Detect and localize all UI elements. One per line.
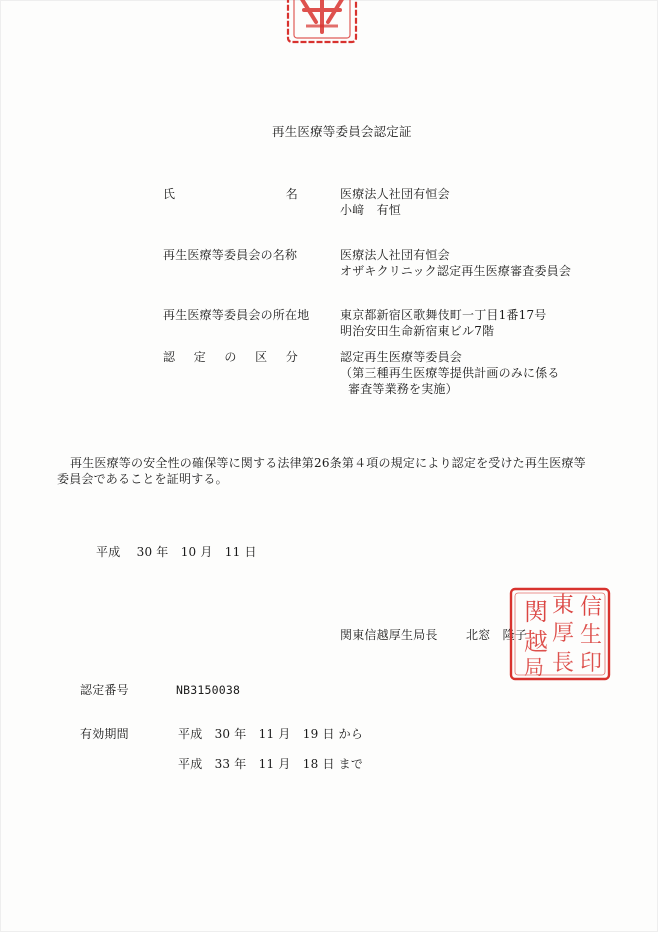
certification-statement-line-1: 再生医療等の安全性の確保等に関する法律第26条第４項の規定により認定を受けた再生医療等: [70, 456, 586, 470]
svg-text:印: 印: [580, 651, 603, 676]
location-value-line-2: 明治安田生命新宿東ビル7階: [340, 324, 495, 338]
category-value-line-1: 認定再生医療等委員会: [340, 350, 463, 364]
validity-from: 平成 30 年 11 月 19 日 から: [178, 727, 364, 741]
official-seal-top: [282, 0, 362, 46]
category-label-char-3: の: [224, 350, 237, 364]
name-label-char-1: 氏: [163, 187, 176, 201]
name-label: [163, 186, 298, 202]
svg-text:東: 東: [552, 593, 575, 618]
svg-text:越: 越: [524, 628, 548, 656]
document-title: 再生医療等委員会認定証: [272, 124, 412, 139]
cert-number-value: NB3150038: [176, 683, 241, 697]
svg-text:信: 信: [580, 595, 603, 620]
cert-number-label: 認定番号: [80, 683, 129, 697]
category-label-char-5: 分: [285, 350, 298, 364]
name-label-char-2: 名: [285, 187, 298, 201]
validity-to: 平成 33 年 11 月 18 日 まで: [178, 757, 364, 771]
committee-name-value-line-1: 医療法人社団有恒会: [340, 248, 450, 262]
svg-text:関: 関: [524, 598, 548, 626]
category-value-line-3: 審査等業務を実施）: [348, 382, 458, 396]
location-value-line-1: 東京都新宿区歌舞伎町一丁目1番17号: [340, 308, 547, 322]
svg-text:長: 長: [552, 651, 575, 676]
certification-statement-line-2: 委員会であることを証明する。: [57, 472, 228, 486]
name-value-line-2: 小﨑 有恒: [340, 203, 402, 217]
committee-name-label: 再生医療等委員会の名称: [163, 248, 298, 262]
svg-text:厚: 厚: [552, 621, 575, 646]
committee-name-value-line-2: オザキクリニック認定再生医療審査委員会: [340, 264, 572, 278]
category-label: [163, 349, 298, 365]
category-label-char-4: 区: [255, 350, 268, 364]
location-label: 再生医療等委員会の所在地: [163, 308, 310, 322]
name-value-line-1: 医療法人社団有恒会: [340, 187, 450, 201]
issuer-name: 関東信越厚生局長 北窓 隆子: [340, 628, 528, 642]
svg-text:局: 局: [524, 655, 544, 679]
category-label-char-1: 認: [163, 350, 176, 364]
category-label-char-2: 定: [193, 350, 206, 364]
issue-date: 平成 30 年 10 月 11 日: [96, 545, 257, 559]
validity-label: 有効期間: [80, 727, 129, 741]
issuer-official-seal: [508, 586, 612, 682]
svg-text:生: 生: [580, 623, 603, 648]
category-value-line-2: （第三種再生医療等提供計画のみに係る: [340, 366, 560, 380]
